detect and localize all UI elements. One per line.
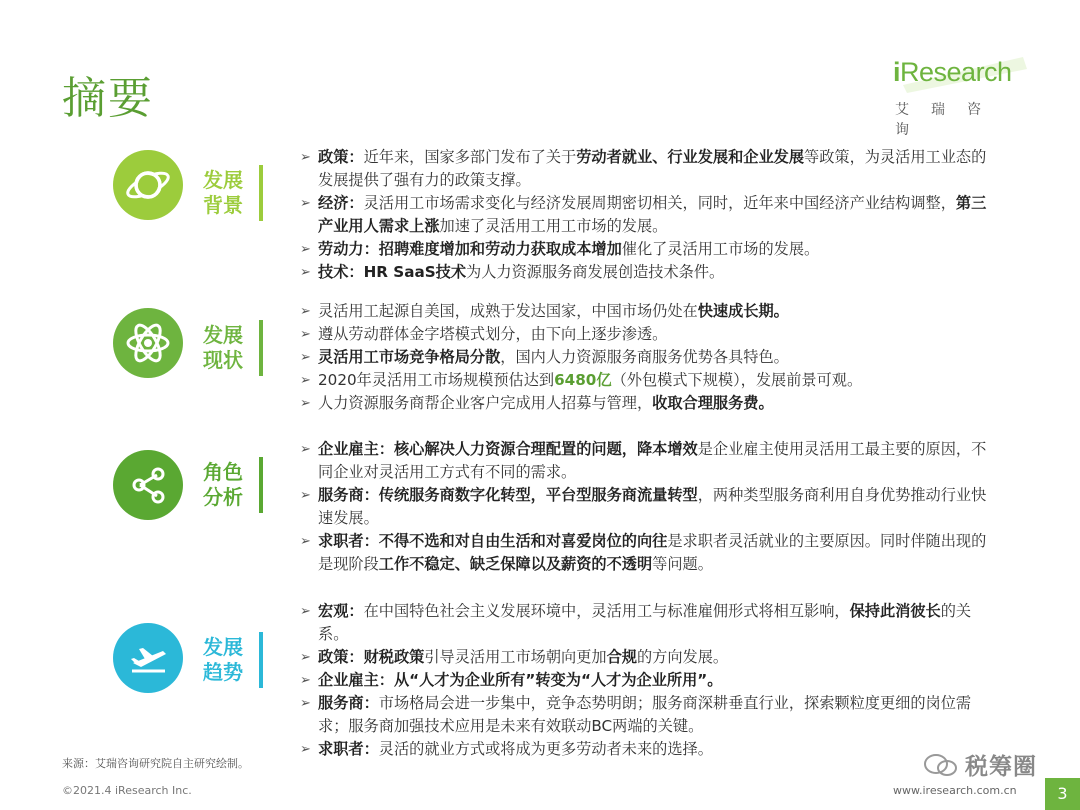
- bullet-text: 求职者：不得不选和对自由生活和对喜爱岗位的向往: [318, 532, 668, 550]
- bullet-item: [300, 192, 990, 238]
- arrow-bullet-icon: ➢: [300, 350, 311, 365]
- section-divider: [259, 320, 263, 376]
- bullet-text: 2020年灵活用工市场规模预估达到: [318, 371, 555, 389]
- bullet-text: 市场格局会进一步集中，竞争态势明朗；服务商深耕垂直行业，探索颗粒度更细的岗位需求；服务商加强技术应用是未来有效联动BC两端的关键。: [318, 694, 972, 735]
- arrow-bullet-icon: ➢: [300, 265, 311, 280]
- arrow-bullet-icon: ➢: [300, 396, 311, 411]
- bullet-item: [300, 261, 990, 284]
- bullet-text: 合规: [606, 648, 637, 666]
- logo-chinese: 艾瑞咨询: [895, 102, 1003, 138]
- arrow-bullet-icon: ➢: [300, 650, 311, 665]
- bullet-text: 灵活用工市场需求变化与经济发展周期密切相关，同时，近年来中国经济产业结构调整，: [363, 194, 956, 212]
- section-icon-roles: [113, 450, 183, 520]
- bullet-text: 的关系。: [318, 602, 972, 643]
- bullet-text: 劳动力：招聘难度增加和劳动力获取成本增加: [318, 240, 622, 258]
- bullet-item: [300, 238, 990, 261]
- bullet-text: 收取合理服务费。: [652, 394, 774, 412]
- section-divider: [259, 457, 263, 513]
- bullet-text: 服务商：传统服务商数字化转型，平台型服务商流量转型: [318, 486, 698, 504]
- bullet-text: 求职者：: [318, 740, 379, 758]
- bullet-text: 第三产业用人需求上涨: [318, 194, 987, 235]
- bullet-text: 等问题。: [652, 555, 713, 573]
- section-icon-background: [113, 150, 183, 220]
- copyright: ©2021.4 iResearch Inc.: [62, 784, 192, 797]
- iresearch-logo: [893, 55, 1033, 138]
- bullet-text: 人力资源服务商帮企业客户完成用人招募与管理，: [318, 394, 653, 412]
- planet-icon: [113, 150, 183, 220]
- bullet-text: 宏观：: [318, 602, 364, 620]
- arrow-bullet-icon: ➢: [300, 242, 311, 257]
- source-note: 来源：艾瑞咨询研究院自主研究绘制。: [62, 757, 249, 770]
- footer-url: www.iresearch.com.cn: [893, 784, 1017, 797]
- section-label-line1: 发展: [203, 323, 243, 347]
- bullet-text: 是求职者灵活就业的主要原因。同时伴随出现的是现阶段: [318, 532, 987, 573]
- bullet-text: 是企业雇主使用灵活用工最主要的原因，不同企业对灵活用工方式有不同的需求。: [318, 440, 987, 481]
- arrow-bullet-icon: ➢: [300, 373, 311, 388]
- section-label-line2: 背景: [203, 193, 243, 217]
- arrow-bullet-icon: ➢: [300, 488, 311, 503]
- bullet-item: [300, 369, 990, 392]
- bullet-text: 保持此消彼长: [849, 602, 941, 620]
- bullet-text: 等政策，为灵活用工业态的发展提供了强有力的政策支撑。: [318, 148, 987, 189]
- bullet-text: 企业雇主：核心解决人力资源合理配置的问题，降本增效: [318, 440, 698, 458]
- logo-word-rest: Research: [900, 57, 1012, 87]
- bullet-text: 引导灵活用工市场朝向更加: [424, 648, 607, 666]
- bullet-item: [300, 346, 990, 369]
- bullets-status: [300, 300, 990, 415]
- plane-icon: [113, 623, 183, 693]
- section-label-status: [203, 323, 249, 373]
- section-label-roles: [203, 460, 249, 510]
- arrow-bullet-icon: ➢: [300, 304, 311, 319]
- arrow-bullet-icon: ➢: [300, 442, 311, 457]
- bullet-item: [300, 323, 990, 346]
- section-label-line2: 趋势: [203, 660, 243, 684]
- bullet-text: 技术：HR SaaS技术: [318, 263, 467, 281]
- section-label-background: [203, 168, 249, 218]
- arrow-bullet-icon: ➢: [300, 327, 311, 342]
- section-label-line1: 发展: [203, 635, 243, 659]
- bullet-text: 政策：财税政策: [318, 648, 425, 666]
- arrow-bullet-icon: ➢: [300, 696, 311, 711]
- bullet-item: [300, 484, 990, 530]
- wechat-icon: [922, 752, 960, 778]
- bullet-text: 劳动者就业、行业发展和企业发展: [576, 148, 804, 166]
- bullet-text: 快速成长期。: [697, 302, 789, 320]
- bullet-text: ，国内人力资源服务商服务优势各具特色。: [500, 348, 789, 366]
- arrow-bullet-icon: ➢: [300, 534, 311, 549]
- arrow-bullet-icon: ➢: [300, 742, 311, 757]
- bullets-trend: [300, 600, 990, 761]
- arrow-bullet-icon: ➢: [300, 604, 311, 619]
- section-label-line2: 分析: [203, 485, 243, 509]
- arrow-bullet-icon: ➢: [300, 673, 311, 688]
- bullet-text: 服务商：: [318, 694, 379, 712]
- bullet-text: 灵活用工市场竞争格局分散: [318, 348, 501, 366]
- bullet-text: ，两种类型服务商利用自身优势推动行业快速发展。: [318, 486, 987, 527]
- section-divider: [259, 632, 263, 688]
- bullet-text: 近年来，国家多部门发布了关于: [363, 148, 577, 166]
- bullet-item: [300, 300, 990, 323]
- bullet-item: [300, 392, 990, 415]
- section-label-line2: 现状: [203, 348, 243, 372]
- bullet-item: [300, 669, 990, 692]
- bullet-text: 催化了灵活用工市场的发展。: [621, 240, 820, 258]
- bullet-item: [300, 646, 990, 669]
- arrow-bullet-icon: ➢: [300, 196, 311, 211]
- bullet-text: 6480亿: [554, 371, 612, 389]
- page-number: 3: [1045, 778, 1080, 810]
- section-divider: [259, 165, 263, 221]
- arrow-bullet-icon: ➢: [300, 150, 311, 165]
- bullet-item: [300, 438, 990, 484]
- section-label-trend: [203, 635, 249, 685]
- share-icon: [113, 450, 183, 520]
- atom-icon: [113, 308, 183, 378]
- bullet-text: 灵活用工起源自美国，成熟于发达国家，中国市场仍处在: [318, 302, 698, 320]
- bullet-text: 为人力资源服务商发展创造技术条件。: [466, 263, 725, 281]
- section-label-line1: 角色: [203, 460, 243, 484]
- bullet-text: 灵活的就业方式或将成为更多劳动者未来的选择。: [378, 740, 713, 758]
- section-icon-status: [113, 308, 183, 378]
- logo-wordmark: [893, 57, 1012, 88]
- bullet-text: 经济：: [318, 194, 364, 212]
- bullet-item: [300, 600, 990, 646]
- bullet-text: 的方向发展。: [636, 648, 729, 666]
- section-label-line1: 发展: [203, 168, 243, 192]
- bullet-text: 工作不稳定、缺乏保障以及薪资的不透明: [378, 555, 653, 573]
- bullet-text: （外包模式下规模），发展前景可观。: [611, 371, 863, 389]
- logo-word-i: i: [893, 57, 901, 87]
- bullet-item: [300, 146, 990, 192]
- bullet-item: [300, 692, 990, 738]
- bullet-item: [300, 530, 990, 576]
- section-icon-trend: [113, 623, 183, 693]
- bullet-text: 在中国特色社会主义发展环境中，灵活用工与标准雇佣形式将相互影响，: [363, 602, 850, 620]
- bullet-text: 政策：: [318, 148, 364, 166]
- bullet-item: [300, 738, 990, 761]
- bullets-background: [300, 146, 990, 284]
- watermark-text: 税筹圈: [965, 754, 1037, 780]
- bullet-text: 加速了灵活用工用工市场的发展。: [439, 217, 668, 235]
- bullet-text: 遵从劳动群体金字塔模式划分，由下向上逐步渗透。: [318, 325, 668, 343]
- page-title: 摘要: [62, 73, 154, 124]
- bullet-text: 企业雇主：从“人才为企业所有”转变为“人才为企业所用”。: [318, 671, 723, 689]
- bullets-roles: [300, 438, 990, 576]
